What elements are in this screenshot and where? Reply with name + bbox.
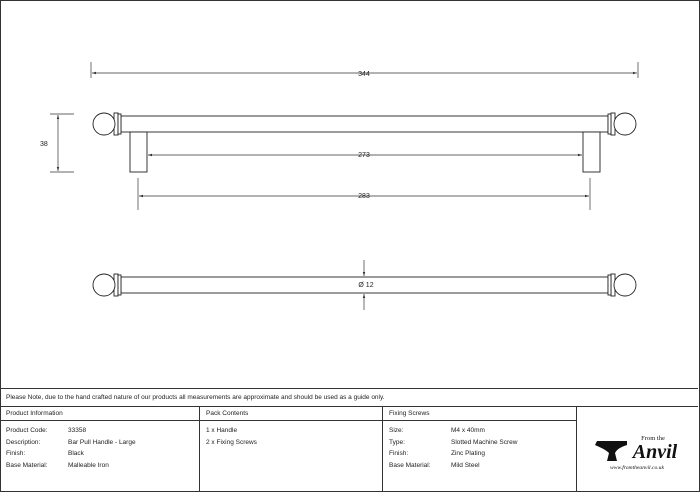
row-value: Malleable Iron xyxy=(68,461,109,469)
base-material-row xyxy=(6,460,199,472)
fixing-screws-panel xyxy=(383,407,577,491)
pack-contents-heading: Pack Contents xyxy=(200,407,382,421)
diameter-label: Ø 12 xyxy=(358,282,374,289)
base-length-label: 283 xyxy=(358,193,370,200)
row-label: Type: xyxy=(389,438,405,446)
overall-length-label: 344 xyxy=(358,71,370,78)
handle-side-view xyxy=(93,113,636,172)
product-information-panel xyxy=(0,407,200,491)
product-information-heading: Product Information xyxy=(0,407,199,421)
base-material-row xyxy=(389,460,576,472)
row-value: M4 x 40mm xyxy=(451,427,485,434)
measurement-note: Please Note, due to the hand crafted nature of our products all measurements are approximate and should be used as a guide only. xyxy=(0,388,698,406)
pack-item: 2 x Fixing Screws xyxy=(206,438,257,446)
logo-brand: Anvil xyxy=(632,441,678,463)
logo-from-the: From the xyxy=(641,435,665,442)
type-row xyxy=(389,437,576,449)
row-label: Finish: xyxy=(389,450,409,457)
height-label: 38 xyxy=(40,141,48,148)
finish-row xyxy=(6,448,199,460)
row-value: Black xyxy=(68,450,84,457)
info-table xyxy=(0,406,698,491)
from-the-anvil-logo xyxy=(577,407,698,491)
row-value: Slotted Machine Screw xyxy=(451,438,518,446)
finish-row xyxy=(389,448,576,460)
row-label: Finish: xyxy=(6,450,26,457)
product-code-row xyxy=(6,425,199,437)
row-label: Product Code: xyxy=(6,427,48,434)
row-value: Zinc Plating xyxy=(451,450,485,457)
description-row xyxy=(6,437,199,449)
row-value: 33358 xyxy=(68,427,87,434)
logo-url: www.fromtheanvil.co.uk xyxy=(610,465,664,471)
row-label: Base Material: xyxy=(389,461,431,469)
anvil-icon xyxy=(595,441,627,461)
row-value: Mild Steel xyxy=(451,461,480,469)
height-dimension xyxy=(50,114,74,172)
pack-contents-panel xyxy=(200,407,383,491)
row-label: Description: xyxy=(6,438,41,446)
row-value: Bar Pull Handle - Large xyxy=(68,438,136,446)
pack-item: 1 x Handle xyxy=(206,427,238,434)
row-label: Size: xyxy=(389,427,404,434)
fixing-screws-heading: Fixing Screws xyxy=(383,407,576,421)
size-row xyxy=(389,425,576,437)
row-label: Base Material: xyxy=(6,461,48,469)
centres-label: 273 xyxy=(358,152,370,159)
